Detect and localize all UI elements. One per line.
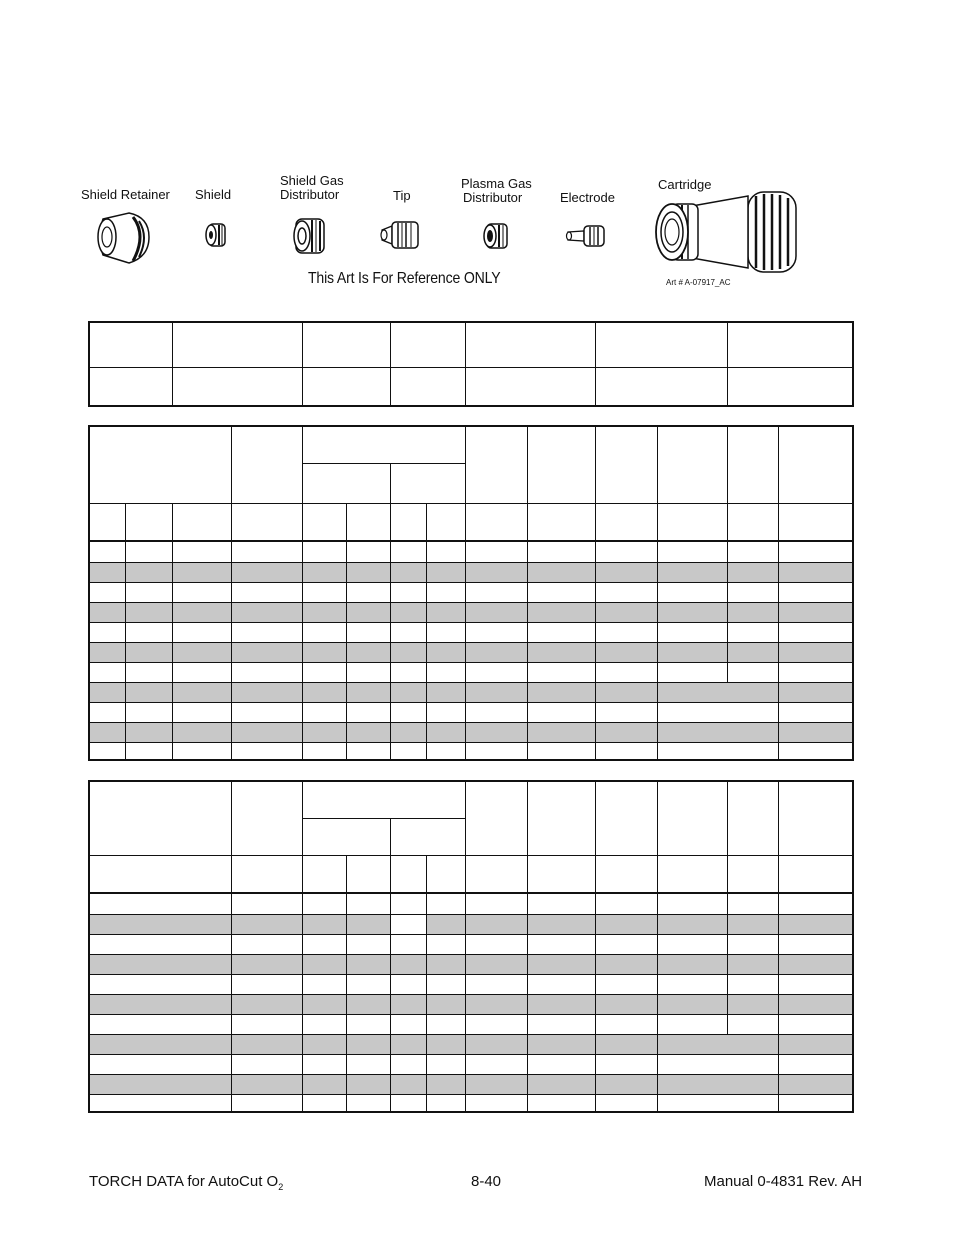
table-row-line xyxy=(90,642,852,643)
table-row-line xyxy=(90,994,852,995)
table-row-line xyxy=(90,1054,852,1055)
table-row-line xyxy=(90,914,852,915)
table-col-divider xyxy=(172,503,173,759)
table-row-line xyxy=(90,1014,852,1015)
table-row-shaded xyxy=(90,722,852,742)
table-col-divider xyxy=(465,323,466,405)
table-col-divider xyxy=(302,782,303,1111)
table-col-divider xyxy=(465,427,466,759)
table-col-divider xyxy=(390,818,391,1111)
table-col-divider xyxy=(426,855,427,1111)
table-col-divider xyxy=(657,782,658,1111)
table-col-divider xyxy=(727,427,728,682)
table-row-line xyxy=(90,1034,852,1035)
table-row-line xyxy=(90,582,852,583)
table-col-divider xyxy=(527,782,528,1111)
table-col-divider xyxy=(172,323,173,405)
label-plasma-gas-distributor-1: Plasma Gas xyxy=(461,176,532,191)
table-row-line xyxy=(90,1094,852,1095)
table-col-divider xyxy=(527,427,528,759)
table-col-divider xyxy=(125,503,126,759)
footer-left xyxy=(89,1173,283,1192)
table-col-divider xyxy=(778,782,779,1111)
label-shield: Shield xyxy=(195,187,232,202)
reference-note: This Art Is For Reference ONLY xyxy=(308,270,501,287)
table-row-shaded xyxy=(90,954,852,974)
table-col-divider xyxy=(390,463,391,759)
table-row-line xyxy=(90,662,852,663)
table-row-shaded xyxy=(90,682,852,702)
table-row-divider xyxy=(90,367,852,368)
label-shield-gas-distributor-2: Distributor xyxy=(280,187,340,202)
table-col-divider xyxy=(727,323,728,405)
footer-manual-number: Manual 0-4831 Rev. AH xyxy=(704,1173,863,1190)
table-col-divider xyxy=(302,427,303,759)
table-row-line xyxy=(90,622,852,623)
electrode-drawing xyxy=(564,222,608,250)
table-row-shaded xyxy=(90,994,852,1014)
unshaded-cell xyxy=(391,915,426,934)
consumables-table xyxy=(88,321,854,407)
table-header-bottom xyxy=(90,540,852,542)
table-row-line xyxy=(90,702,852,703)
footer-page-number: 8-40 xyxy=(471,1173,502,1190)
table-col-divider xyxy=(465,782,466,1111)
table-row-line xyxy=(90,954,852,955)
table-row-shaded xyxy=(90,1074,852,1094)
table-header-line xyxy=(302,818,466,819)
footer-title-subscript: 2 xyxy=(278,1182,284,1192)
cut-chart-table-2 xyxy=(88,780,854,1113)
table-row-line xyxy=(90,934,852,935)
table-col-divider xyxy=(595,323,596,405)
table-col-divider xyxy=(778,427,779,759)
table-row-line xyxy=(90,742,852,743)
table-col-divider xyxy=(231,427,232,759)
shield-retainer-drawing xyxy=(95,205,151,265)
footer-title: TORCH DATA for AutoCut O xyxy=(89,1173,279,1190)
label-electrode: Electrode xyxy=(560,190,615,205)
art-number: Art # A-07917_AC xyxy=(666,278,731,287)
label-plasma-gas-distributor-2: Distributor xyxy=(463,190,523,205)
table-col-divider xyxy=(346,503,347,759)
table-header-line xyxy=(302,463,466,464)
table-row-line xyxy=(90,1074,852,1075)
table-row-line xyxy=(90,722,852,723)
plasma-gas-distributor-drawing xyxy=(481,221,511,251)
table-col-divider xyxy=(426,503,427,759)
table-row-line xyxy=(90,602,852,603)
table-header-line xyxy=(90,855,852,856)
table-header-line xyxy=(90,503,852,504)
shield-drawing xyxy=(203,220,229,250)
table-col-divider xyxy=(346,855,347,1111)
table-row-shaded xyxy=(90,642,852,662)
label-shield-retainer: Shield Retainer xyxy=(81,187,170,202)
table-row-shaded xyxy=(90,914,852,934)
table-col-divider xyxy=(390,323,391,405)
table-row-line xyxy=(90,974,852,975)
cut-chart-table-1 xyxy=(88,425,854,761)
cartridge-drawing xyxy=(652,188,804,276)
table-col-divider xyxy=(302,323,303,405)
table-header-bottom xyxy=(90,892,852,894)
label-shield-gas-distributor-1: Shield Gas xyxy=(280,173,344,188)
table-col-divider xyxy=(727,782,728,1034)
table-row-shaded xyxy=(90,602,852,622)
tip-drawing xyxy=(378,218,424,252)
label-cartridge: Cartridge xyxy=(658,177,712,192)
table-row-shaded xyxy=(90,1034,852,1054)
table-col-divider xyxy=(595,427,596,759)
label-tip: Tip xyxy=(393,188,411,203)
table-row-line xyxy=(90,682,852,683)
table-col-divider xyxy=(595,782,596,1111)
shield-gas-distributor-drawing xyxy=(290,213,330,259)
table-col-divider xyxy=(231,782,232,1111)
table-row-shaded xyxy=(90,562,852,582)
table-col-divider xyxy=(657,427,658,759)
table-row-line xyxy=(90,562,852,563)
